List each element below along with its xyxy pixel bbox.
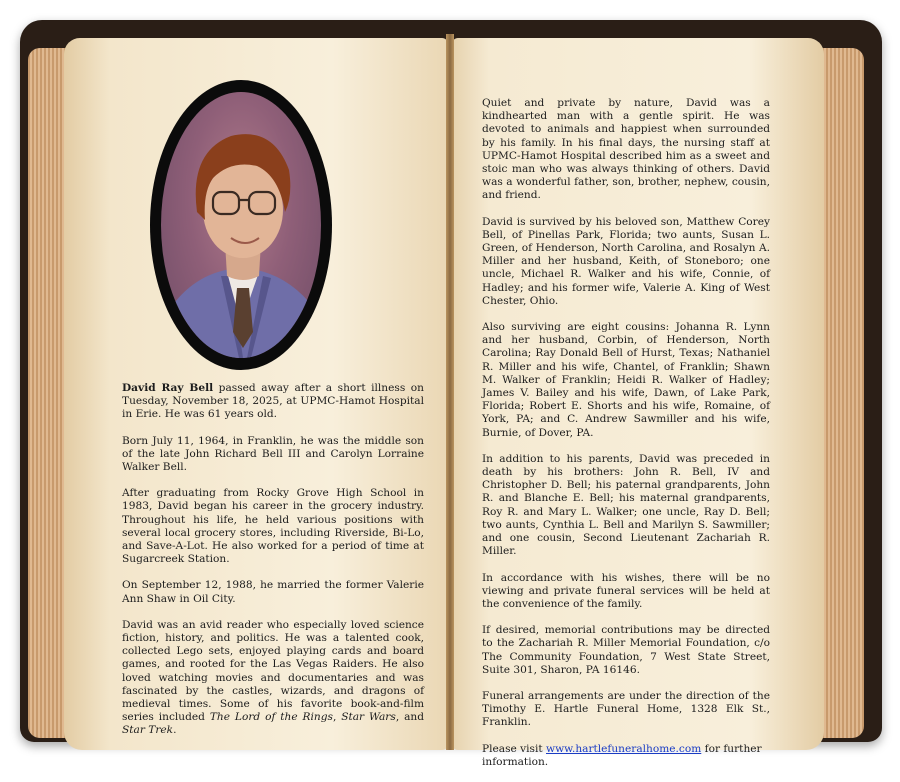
cousins-paragraph: Also surviving are eight cousins: Johanna R. Lynn and her husband, Corbin, of Henderson, North Carolina; Ray Donald Bell of Hurst, Texas; Nathaniel R. Miller and his wife, Chantel, of Franklin; Shawn M. Walker of Franklin; Heidi R. Walker of Hadley; James V. Bailey and his wife, Dawn, of Lake Park, Florida; Robert E. Shorts and his wife, Romaine, of York, PA; and C. Andrew Sawmiller and his wife, Burnie, of Dover, PA. [482,321,770,439]
married-paragraph: On September 12, 1988, he married the former Valerie Ann Shaw in Oil City. [122,579,424,605]
arrangements-paragraph: Funeral arrangements are under the direction of the Timothy E. Hartle Funeral Home, 1328 Elk St., Franklin. [482,689,770,729]
services-paragraph: In accordance with his wishes, there will be no viewing and private funeral services will be held at the convenience of the family. [482,571,770,610]
born-paragraph: Born July 11, 1964, in Franklin, he was the middle son of the late John Richard Bell III and Carolyn Lorraine Walker Bell. [122,434,424,474]
interests-text: David was an avid reader who especially loved science fiction, history, and politics. He was a talented cook, collected Lego sets, enjoyed playing cards and board games, and rooted for the Las Vegas Raiders. He also loved watching movies and documentaries and was fascinated by the castles, wizards, and dragons of medieval times. Some of his favorite book-and-film series included [122,618,424,724]
funeral-home-link[interactable]: www.hartlefuneralhome.com [546,742,702,755]
interests-end: . [173,724,177,737]
interests-paragraph [122,619,424,738]
page-edges-left [28,48,68,738]
opening-text: passed away after a short illness on Tuesday, November 18, 2025, at UPMC-Hamot Hospital in Erie. He was 61 years old. [122,382,424,421]
left-column [122,382,424,751]
book-gutter [446,34,454,750]
visit-after: for further information. [482,742,762,768]
title-star-trek: Star Trek [122,724,174,737]
interests-sep-2: , and [395,711,425,724]
interests-sep-1: , [332,711,342,724]
deceased-name: David Ray Bell [122,382,214,394]
title-star-wars: Star Wars [341,711,396,724]
memorial-paragraph: If desired, memorial contributions may be directed to the Zachariah R. Miller Memorial Foundation, c/o The Community Foundation, 7 West State Street, Suite 301, Sharon, PA 16146. [482,624,770,676]
portrait-photo [161,92,321,358]
visit-before: Please visit [482,742,546,755]
survived-paragraph: David is survived by his beloved son, Matthew Corey Bell, of Pinellas Park, Florida; two aunts, Susan L. Green, of Henderson, North Carolina, and Rosalyn A. Miller and her husband, Keith, of Stoneboro; one uncle, Michael R. Walker and his wife, Connie, of Hadley; and his former wife, Valerie A. King of West Chester, Ohio. [482,215,770,307]
career-paragraph: After graduating from Rocky Grove High School in 1983, David began his career in the grocery industry. Throughout his life, he held various positions with several local grocery stores, including Riverside, Bi-Lo, and Save-A-Lot. He also worked for a period of time at Sugarcreek Station. [122,487,424,566]
preceded-paragraph: In addition to his parents, David was preceded in death by his brothers: John R. Bell, IV and Christopher D. Bell; his paternal grandparents, John R. and Blanche E. Bell; his maternal grandparents, Roy R. and Mary L. Walker; one uncle, Ray D. Bell; two aunts, Cynthia L. Bell and Marilyn S. Sawmiller; and one cousin, Second Lieutenant Zachariah R. Miller. [482,452,770,558]
title-lord-of-the-rings: The Lord of the Rings [209,711,333,724]
right-column [482,97,770,782]
portrait-illustration [161,92,321,358]
opening-paragraph [122,382,424,422]
nature-paragraph: Quiet and private by nature, David was a kindhearted man with a gentle spirit. He was devoted to animals and happiest when surrounded by his family. In his final days, the nursing staff at UPMC-Hamot Hospital described him as a sweet and stoic man who was always thinking of others. David was a wonderful father, son, brother, nephew, cousin, and friend. [482,97,770,202]
visit-paragraph [482,743,770,769]
page-edges-right [820,48,864,738]
